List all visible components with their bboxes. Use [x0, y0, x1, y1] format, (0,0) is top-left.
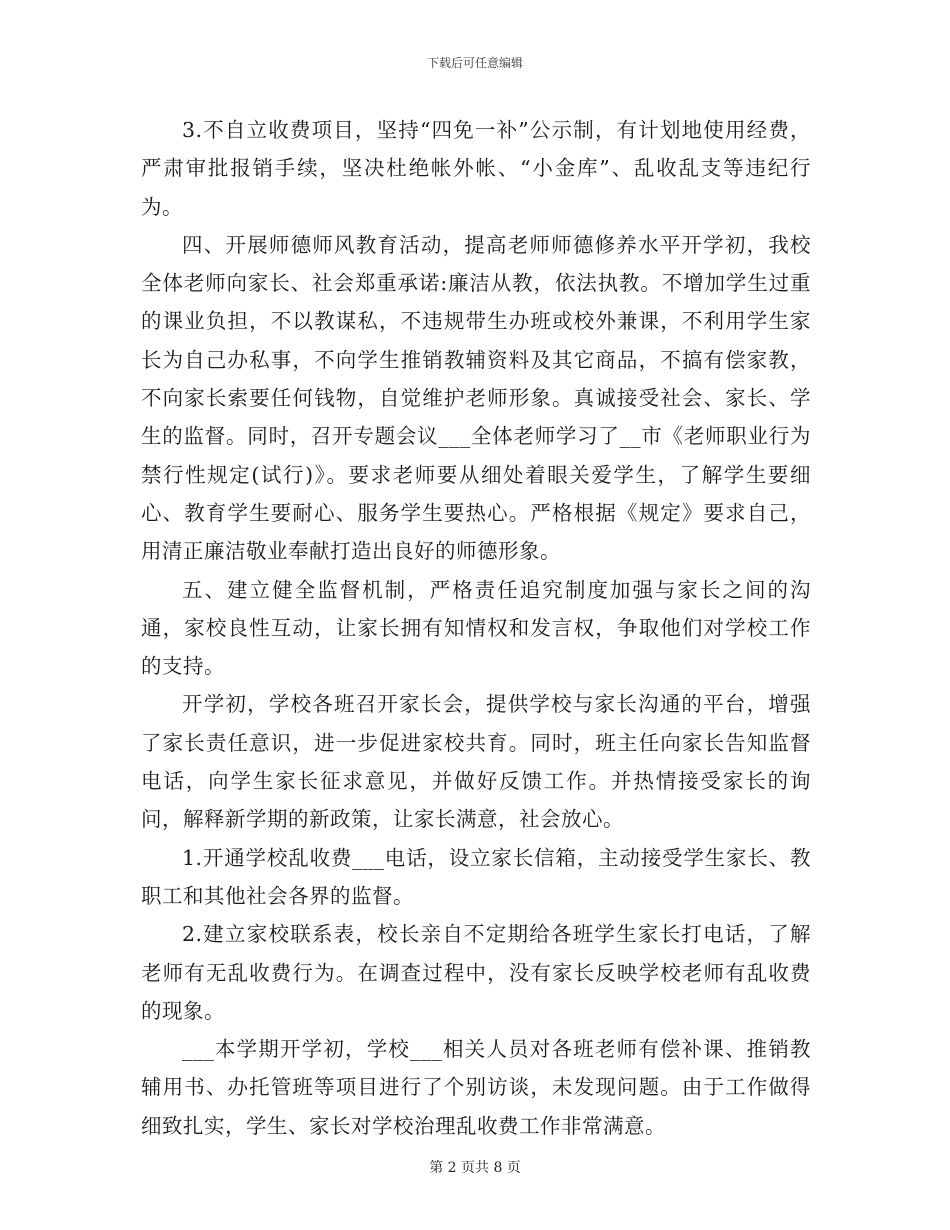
paragraph-item-1-hotline: 1.开通学校乱收费___电话，设立家长信箱，主动接受学生家长、教职工和其他社会各界的监督。	[141, 845, 811, 908]
paragraph-section-5-supervision: 五、建立健全监督机制，严格责任追究制度加强与家长之间的沟通，家校良性互动，让家长拥有知情权和发言权，争取他们对学校工作的支持。	[141, 577, 811, 679]
paragraph-parent-meeting: 开学初，学校各班召开家长会，提供学校与家长沟通的平台，增强了家长责任意识，进一步促进家校共育。同时，班主任向家长告知监督电话，向学生家长征求意见，并做好反馈工作。并热情接受家长的询问，解释新学期的新政策，让家长满意，社会放心。	[141, 692, 811, 832]
page-header-note: 下载后可任意编辑	[426, 56, 523, 70]
paragraph-interviews: ___本学期开学初，学校___相关人员对各班老师有偿补课、推销教辅用书、办托管班等项目进行了个别访谈，未发现问题。由于工作做得细致扎实，学生、家长对学校治理乱收费工作非常满意。	[141, 1037, 811, 1138]
paragraph-item-3-no-self-fees: 3.不自立收费项目，坚持“四免一补”公示制，有计划地使用经费，严肃审批报销手续，坚决杜绝帐外帐、“小金库”、乱收乱支等违纪行为。	[141, 118, 811, 219]
paragraph-item-2-contact-form: 2.建立家校联系表，校长亲自不定期给各班学生家长打电话，了解老师有无乱收费行为。在调查过程中，没有家长反映学校老师有乱收费的现象。	[141, 922, 811, 1023]
document-body	[141, 111, 811, 1145]
paragraph-section-4-teacher-ethics: 四、开展师德师风教育活动，提高老师师德修养水平开学初，我校全体老师向家长、社会郑重承诺:廉洁从教，依法执教。不增加学生过重的课业负担，不以教谋私，不违规带生办班或校外兼课，不利用学生家长为自己办私事，不向学生推销教辅资料及其它商品，不搞有偿家教，不向家长索要任何钱物，自觉维护老师形象。真诚接受社会、家长、学生的监督。同时，召开专题会议___全体老师学习了__市《老师职业行为禁行性规定(试行)》。要求老师要从细处着眼关爱学生，了解学生要细心、教育学生要耐心、服务学生要热心。严格根据《规定》要求自己，用清正廉洁敬业奉献打造出良好的师德形象。	[141, 232, 811, 564]
page-number: 第 2 页共 8 页	[429, 1160, 521, 1176]
